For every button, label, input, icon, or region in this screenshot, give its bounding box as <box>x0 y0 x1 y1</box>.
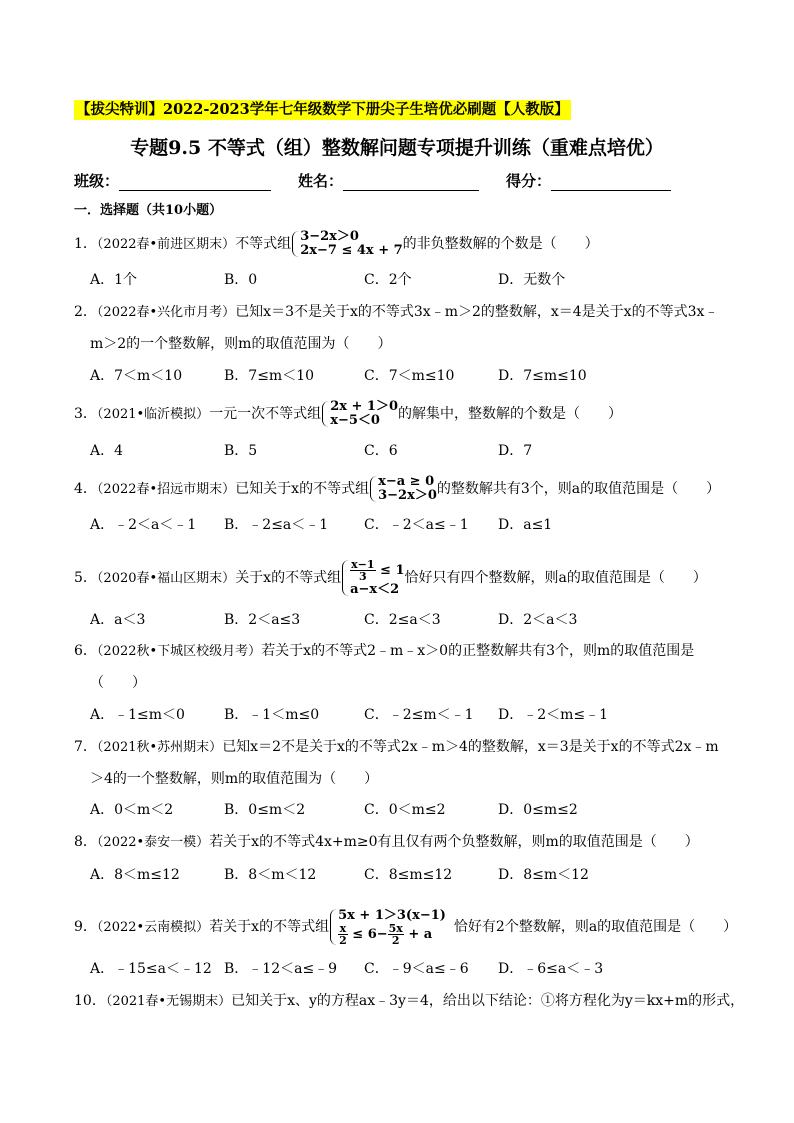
question-source: （2022秋•下城区校级月考） <box>96 644 262 659</box>
question-number: 5． <box>74 570 97 586</box>
question-text: 若关于x的不等式4x+m≥0有且仅有两个负整数解，则m的取值范围是（ ） <box>209 834 699 850</box>
option-d[interactable]: D．8≤m＜12 <box>498 867 589 883</box>
question-6-options <box>90 704 710 726</box>
name-field[interactable] <box>298 170 479 191</box>
option-a[interactable]: A．﹣1≤m＜0 <box>90 707 185 723</box>
question-text: 若关于x的不等式组 <box>209 919 330 935</box>
question-2-options <box>90 365 710 387</box>
question-9 <box>74 908 738 947</box>
name-label: 姓名： <box>298 172 344 190</box>
inequality-system: 3−2x＞0 2x−7 ≤ 4x + 7 <box>291 230 402 258</box>
option-b[interactable]: B．5 <box>224 443 258 459</box>
question-4 <box>74 475 734 503</box>
option-c[interactable]: C．2个 <box>364 272 412 288</box>
option-b[interactable]: B．0 <box>224 272 258 288</box>
question-text-continued: （ ） <box>90 675 146 691</box>
question-source: （2022春•前进区期末） <box>96 237 236 252</box>
name-blank[interactable] <box>343 173 479 191</box>
question-source: （2020春•福山区期末） <box>96 571 236 586</box>
question-number: 6． <box>74 643 97 659</box>
question-7-options <box>90 799 710 821</box>
question-7 <box>74 736 734 787</box>
option-c[interactable]: C．﹣9＜a≤﹣6 <box>364 961 469 977</box>
score-label: 得分： <box>506 172 552 190</box>
option-c[interactable]: C．﹣2＜a≤﹣1 <box>364 517 469 533</box>
question-5 <box>74 559 734 597</box>
question-source: （2021•临沂模拟） <box>96 407 210 422</box>
option-b[interactable]: B．﹣12＜a≤﹣9 <box>224 961 338 977</box>
question-text: 已知x＝2不是关于x的不等式2x﹣m＞4的整数解，x＝3是关于x的不等式2x﹣m <box>222 739 719 755</box>
question-5-options <box>90 609 710 631</box>
question-text: 恰好只有四个整数解，则a的取值范围是（ ） <box>404 570 707 586</box>
fraction: $\frac{5x}{2}$ <box>388 922 403 947</box>
option-b[interactable]: B．8＜m＜12 <box>224 867 317 883</box>
question-source: （2021春•无锡期末） <box>105 994 232 1009</box>
question-number: 8． <box>74 834 97 850</box>
fraction: $\frac{x}{2}$ <box>339 922 347 947</box>
fraction: $\frac{x-1}{3}$ <box>351 558 375 583</box>
question-number: 2． <box>74 304 97 320</box>
question-text-continued: m＞2的一个整数解，则m的取值范围为（ ） <box>90 336 392 352</box>
option-c[interactable]: C．8≤m≤12 <box>364 867 453 883</box>
score-blank[interactable] <box>551 173 671 191</box>
header-banner: 【拔尖特训】2022-2023学年七年级数学下册尖子生培优必刷题【人教版】 <box>76 101 569 118</box>
option-b[interactable]: B．7≤m＜10 <box>224 368 315 384</box>
question-number: 3． <box>74 406 97 422</box>
option-d[interactable]: D．a≤1 <box>498 517 553 533</box>
question-text: 的非负整数解的个数是（ ） <box>402 236 599 252</box>
inequality-system: 5x + 1＞3(x−1) $\frac{x}{2}$ ≤ 6− $\frac{5x}{2}$ + a <box>329 908 446 946</box>
question-number: 9． <box>74 919 97 935</box>
question-2 <box>74 301 734 352</box>
question-number: 4． <box>74 481 97 497</box>
option-c[interactable]: C．﹣2≤m＜﹣1 <box>364 707 474 723</box>
score-field[interactable] <box>506 170 671 191</box>
question-8-options <box>90 864 710 886</box>
question-9-options <box>90 958 710 980</box>
option-a[interactable]: A．4 <box>90 443 124 459</box>
question-text: 的解集中，整数解的个数是（ ） <box>398 406 623 422</box>
question-source: （2021秋•苏州期末） <box>96 740 223 755</box>
question-number: 10． <box>74 993 106 1009</box>
option-d[interactable]: D．﹣6≤a＜﹣3 <box>498 961 604 977</box>
question-text: 恰好有2个整数解，则a的取值范围是（ ） <box>453 919 738 935</box>
option-a[interactable]: A．﹣2＜a＜﹣1 <box>90 517 197 533</box>
inequality-system: 2x + 1＞0 x−5＜0 <box>321 400 398 428</box>
question-text: 关于x的不等式组 <box>235 570 342 586</box>
question-text: 的整数解共有3个，则a的取值范围是（ ） <box>436 481 721 497</box>
class-label: 班级： <box>74 172 120 190</box>
class-blank[interactable] <box>119 173 271 191</box>
option-d[interactable]: D．0≤m≤2 <box>498 802 578 818</box>
question-number: 7． <box>74 739 97 755</box>
question-text: 若关于x的不等式2﹣m﹣x＞0的正整数解共有3个，则m的取值范围是 <box>261 643 695 659</box>
question-text: 已知关于x的不等式组 <box>235 481 370 497</box>
question-4-options <box>90 514 710 536</box>
option-d[interactable]: D．2＜a＜3 <box>498 612 578 628</box>
question-source: （2022春•招远市期末） <box>96 482 236 497</box>
question-1-options <box>90 269 710 291</box>
inequality-system: x−a ≥ 0 3−2x＞0 <box>369 475 437 503</box>
question-6 <box>74 640 734 691</box>
option-c[interactable]: C．6 <box>364 443 398 459</box>
option-c[interactable]: C．2≤a＜3 <box>364 612 441 628</box>
option-b[interactable]: B．2＜a≤3 <box>224 612 301 628</box>
student-info-fields <box>74 170 714 192</box>
option-d[interactable]: D．7≤m≤10 <box>498 368 587 384</box>
section-heading: 一．选择题（共10小题） <box>74 203 223 218</box>
option-c[interactable]: C．0＜m≤2 <box>364 802 446 818</box>
question-3 <box>74 400 734 428</box>
option-b[interactable]: B．﹣2≤a＜﹣1 <box>224 517 329 533</box>
question-text-continued: ＞4的一个整数解，则m的取值范围为（ ） <box>90 771 379 787</box>
option-a[interactable]: A．1个 <box>90 272 138 288</box>
option-b[interactable]: B．0≤m＜2 <box>224 802 306 818</box>
question-text: 已知关于x、y的方程ax﹣3y＝4，给出以下结论：①将方程化为y＝kx+m的形式， <box>231 993 745 1009</box>
option-d[interactable]: D．﹣2＜m≤﹣1 <box>498 707 609 723</box>
question-10 <box>74 990 745 1013</box>
page-title: 专题9.5 不等式（组）整数解问题专项提升训练（重难点培优） <box>130 137 664 159</box>
option-a[interactable]: A．7＜m＜10 <box>90 368 183 384</box>
option-b[interactable]: B．﹣1＜m≤0 <box>224 707 320 723</box>
question-8 <box>74 831 734 854</box>
option-a[interactable]: A．﹣15≤a＜﹣12 <box>90 961 212 977</box>
option-a[interactable]: A．a＜3 <box>90 612 146 628</box>
question-source: （2022春•兴化市月考） <box>96 305 236 320</box>
option-a[interactable]: A．8＜m≤12 <box>90 867 180 883</box>
question-number: 1． <box>74 236 97 252</box>
option-a[interactable]: A．0＜m＜2 <box>90 802 174 818</box>
question-text: 不等式组 <box>235 236 292 252</box>
question-source: （2022•云南模拟） <box>96 920 210 935</box>
question-source: （2022•泰安一模） <box>96 835 210 850</box>
question-text: 已知x＝3不是关于x的不等式3x﹣m＞2的整数解，x＝4是关于x的不等式3x﹣ <box>235 304 719 320</box>
option-c[interactable]: C．7＜m≤10 <box>364 368 455 384</box>
option-d[interactable]: D．7 <box>498 443 533 459</box>
question-3-options <box>90 440 710 462</box>
inequality-system: $\frac{x-1}{3}$ ≤ 1 a−x＜2 <box>341 559 404 597</box>
question-text: 一元一次不等式组 <box>209 406 322 422</box>
question-1 <box>74 230 734 258</box>
option-d[interactable]: D．无数个 <box>498 272 566 288</box>
class-field[interactable] <box>74 170 271 191</box>
